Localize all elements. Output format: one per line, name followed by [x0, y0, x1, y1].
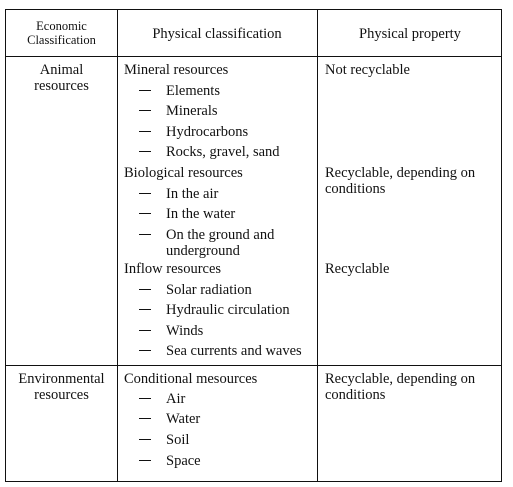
- property-conditional: Recyclable, depending on conditions: [325, 371, 476, 403]
- list-item: Winds: [139, 323, 203, 339]
- property-inflow: Recyclable: [325, 261, 390, 277]
- list-item: Soil: [139, 432, 189, 448]
- dash-icon: [139, 193, 151, 194]
- dash-icon: [139, 90, 151, 91]
- dash-icon: [139, 234, 151, 235]
- dash-icon: [139, 151, 151, 152]
- list-item: Solar radiation: [139, 282, 252, 298]
- dash-icon: [139, 289, 151, 290]
- property-mineral: Not recyclable: [325, 62, 410, 78]
- list-item: On the ground and underground: [139, 227, 311, 259]
- dash-icon: [139, 330, 151, 331]
- resource-classification-table: [5, 9, 502, 482]
- group-title-inflow: Inflow resources: [124, 261, 222, 277]
- dash-icon: [139, 439, 151, 440]
- group-title-biological: Biological resources: [124, 165, 243, 181]
- row-divider: [6, 365, 501, 366]
- header-physical-property: Physical property: [359, 26, 461, 42]
- column-divider-2: [317, 10, 318, 481]
- economic-cell-animal: Animal resources: [34, 62, 89, 94]
- list-item: Space: [139, 453, 201, 469]
- column-divider-1: [117, 10, 118, 481]
- header-economic-classification: Economic Classification: [27, 19, 96, 47]
- list-item: Hydrocarbons: [139, 124, 248, 140]
- dash-icon: [139, 110, 151, 111]
- header-physical-classification: Physical classification: [152, 26, 282, 42]
- dash-icon: [139, 131, 151, 132]
- list-item: Air: [139, 391, 185, 407]
- dash-icon: [139, 213, 151, 214]
- list-item: Water: [139, 411, 200, 427]
- dash-icon: [139, 350, 151, 351]
- list-item: Minerals: [139, 103, 218, 119]
- list-item: Hydraulic circulation: [139, 302, 290, 318]
- group-title-conditional: Conditional mesources: [124, 371, 258, 387]
- dash-icon: [139, 398, 151, 399]
- property-biological: Recyclable, depending on conditions: [325, 165, 476, 197]
- list-item: Rocks, gravel, sand: [139, 144, 280, 160]
- economic-cell-environmental: Environmental resources: [18, 371, 105, 403]
- list-item: Elements: [139, 83, 220, 99]
- dash-icon: [139, 418, 151, 419]
- header-divider: [6, 56, 501, 57]
- list-item: Sea currents and waves: [139, 343, 302, 359]
- group-title-mineral: Mineral resources: [124, 62, 229, 78]
- dash-icon: [139, 309, 151, 310]
- list-item: In the water: [139, 206, 235, 222]
- list-item: In the air: [139, 186, 218, 202]
- dash-icon: [139, 460, 151, 461]
